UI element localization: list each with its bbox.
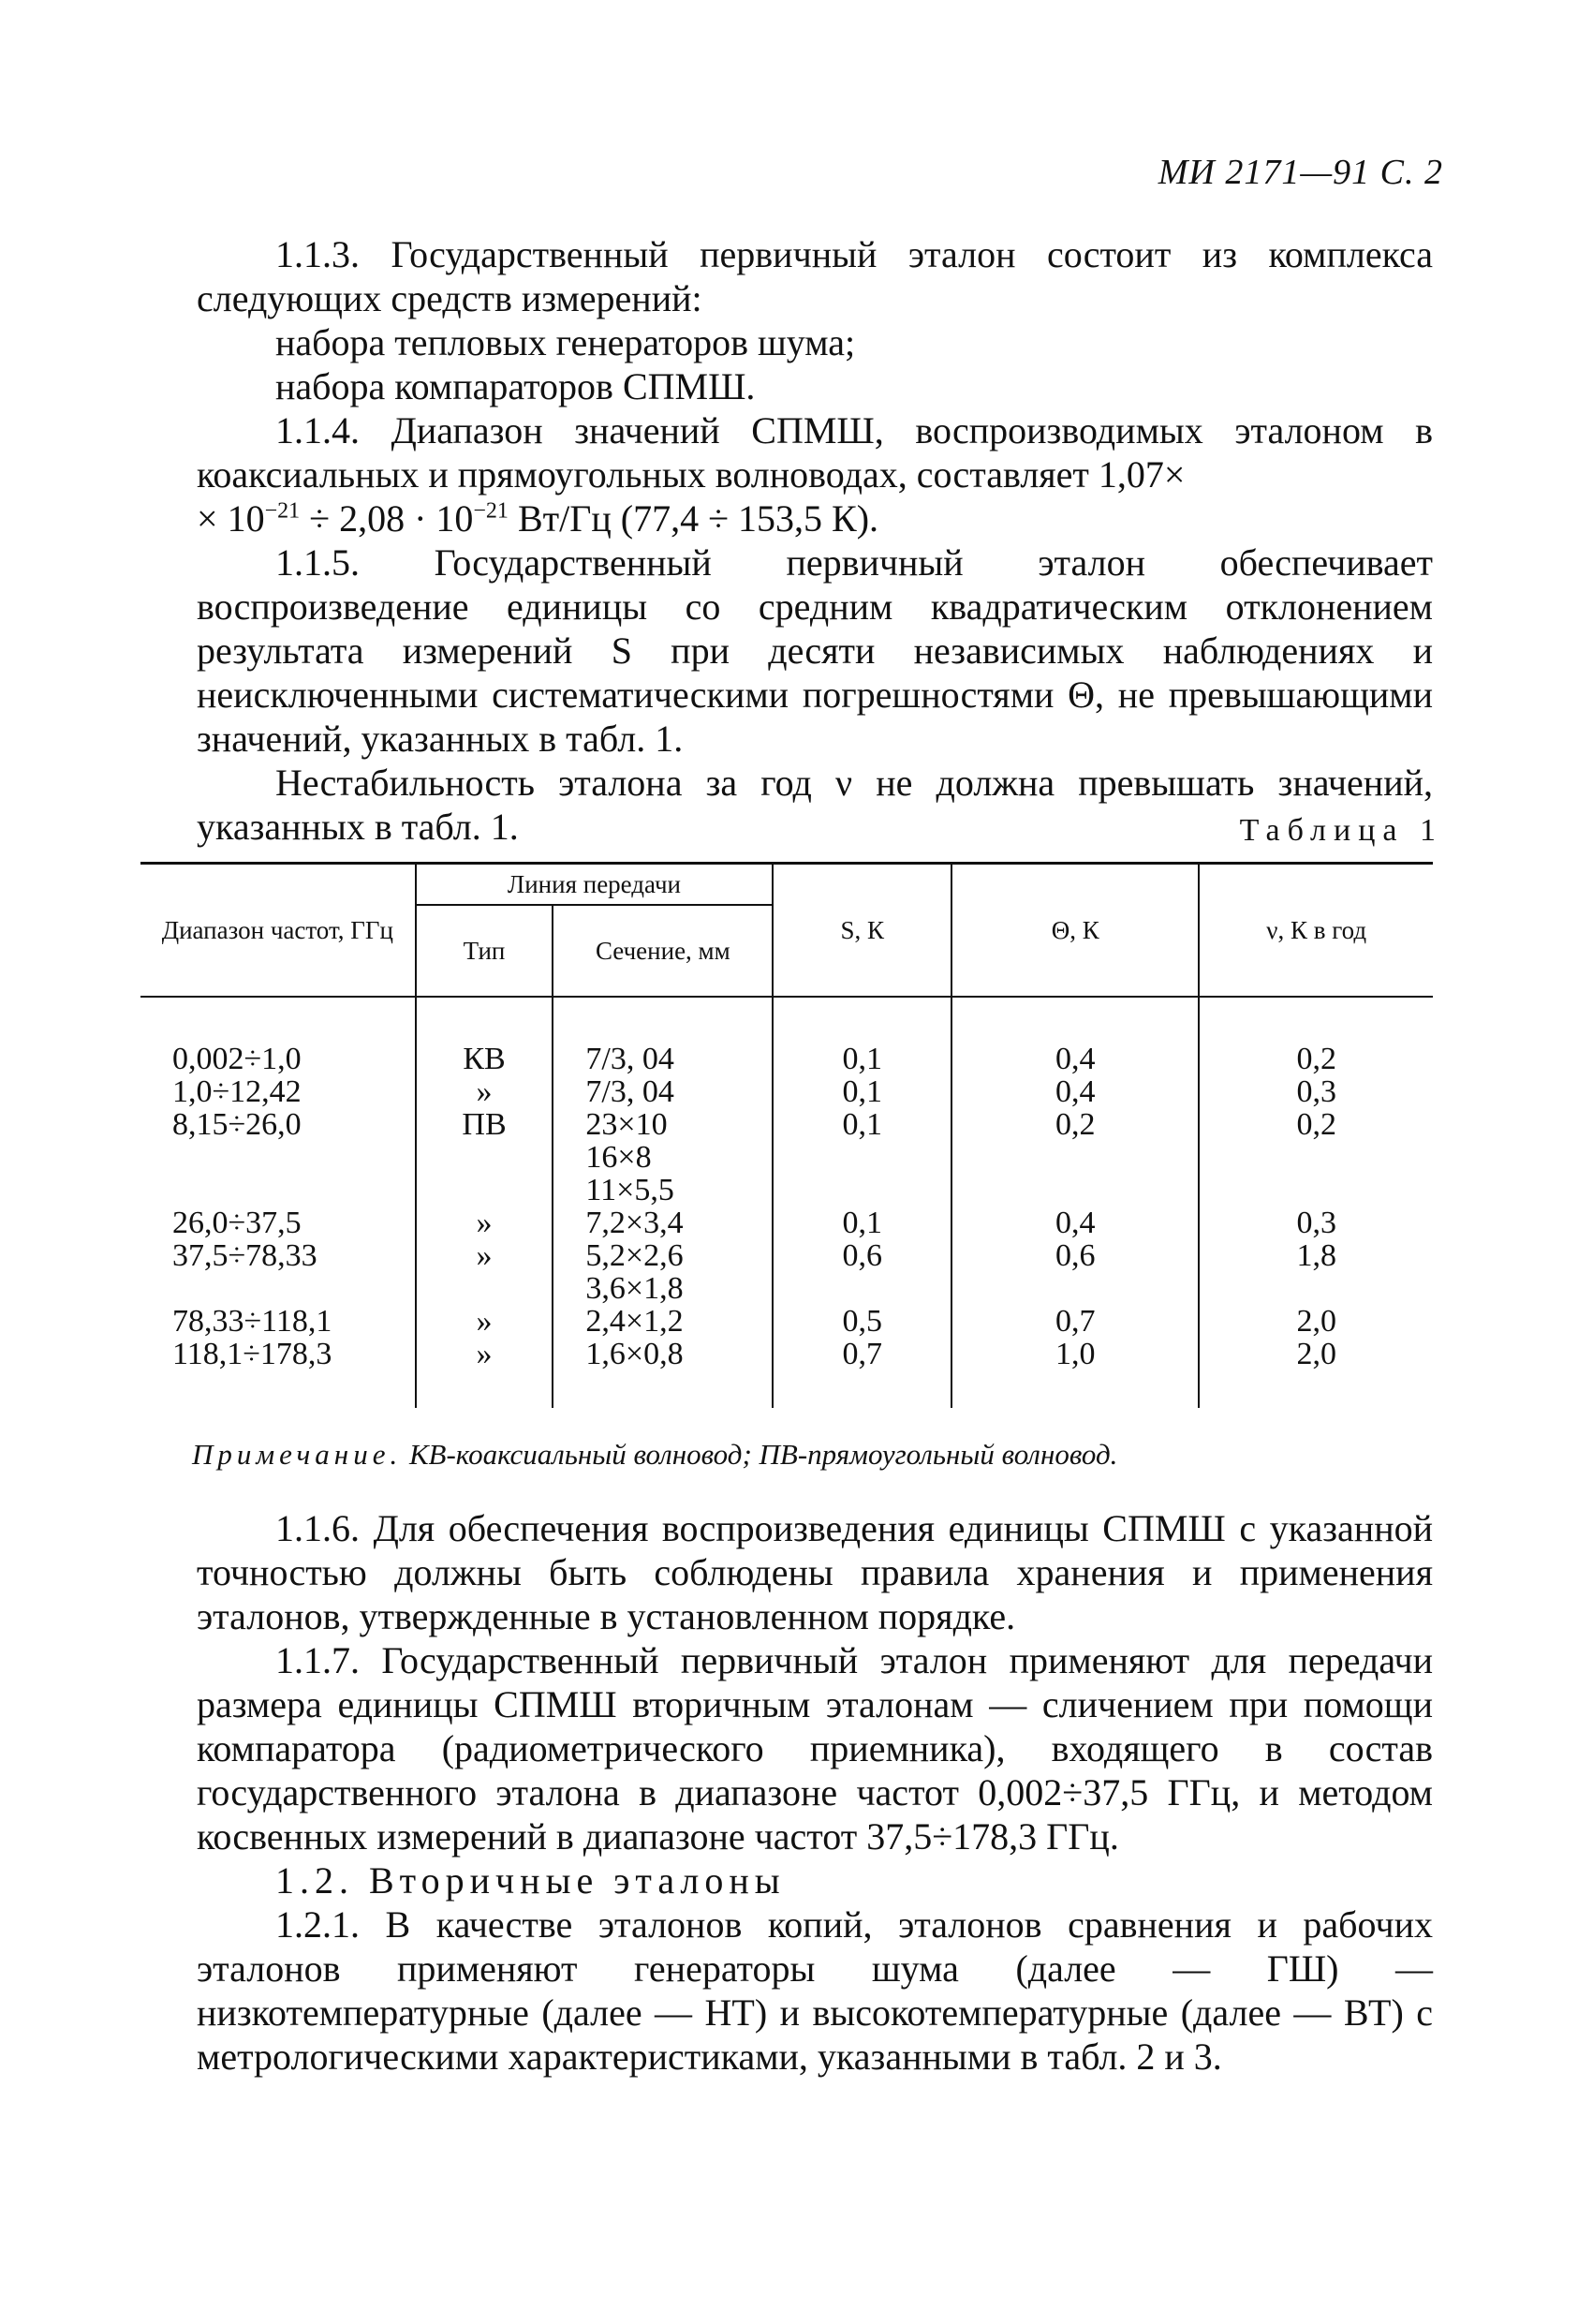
cell-range: 78,33÷118,1: [172, 1304, 332, 1339]
paragraph-1-1-7: 1.1.7. Государственный первичный эталон применяют для передачи размера единицы СПМШ вторичным эталонам — сличением при помощи компаратора (радиометрического приемника), входящего в состав государственного эталона в диапазоне частот 0,002÷37,5 ГГц, и методом косвенных измерений в диапазоне частот 37,5÷178,3 ГГц.: [197, 1639, 1433, 1858]
list-item-generators: набора тепловых генераторов шума;: [275, 321, 856, 363]
cell-range: 118,1÷178,3: [172, 1337, 332, 1371]
cell-nu: [1199, 1174, 1433, 1206]
table-caption: Таблица 1: [1239, 813, 1443, 848]
cell-type: [416, 1272, 553, 1305]
cell-range: [140, 1272, 416, 1305]
paragraph-1-1-4-text: 1.1.4. Диапазон значений СПМШ, воспроизводимых эталоном в коаксиальных и прямоугольных волноводах, составляет 1,07×: [197, 409, 1433, 496]
list-item-comparators: набора компараторов СПМШ.: [275, 365, 756, 407]
cell-section: 16×8: [553, 1141, 773, 1174]
cell-nu: 2,0: [1199, 1305, 1433, 1338]
formula-exp2: −21: [473, 498, 509, 524]
cell-type: »: [416, 1206, 553, 1239]
table-row: [140, 1108, 1433, 1141]
cell-theta: 0,4: [951, 1206, 1199, 1239]
cell-theta: 0,6: [951, 1239, 1199, 1272]
table-row: [140, 1272, 1433, 1305]
cell-section: 11×5,5: [553, 1174, 773, 1206]
table-row: [140, 1206, 1433, 1239]
cell-type: »: [416, 1305, 553, 1338]
top-text-block: [197, 232, 1433, 849]
header-section: Сечение, мм: [553, 905, 773, 997]
cell-nu: 0,2: [1199, 1108, 1433, 1141]
paragraph-1-1-6: 1.1.6. Для обеспечения воспроизведения единицы СПМШ с указанной точностью должны быть соблюдены правила хранения и применения эталонов, утвержденные в установленном порядке.: [197, 1507, 1433, 1637]
cell-nu: 0,3: [1199, 1206, 1433, 1239]
cell-theta: 0,4: [951, 997, 1199, 1075]
header-theta: Θ, К: [951, 864, 1199, 998]
formula-mant1: 10: [227, 497, 265, 540]
paragraph-1-1-3: 1.1.3. Государственный первичный эталон состоит из комплекса следующих средств измерений:: [197, 233, 1433, 319]
cell-range: 8,15÷26,0: [172, 1107, 302, 1142]
cell-range: 37,5÷78,33: [172, 1238, 317, 1273]
formula-div: ÷: [309, 497, 331, 540]
cell-theta: 1,0: [951, 1338, 1199, 1408]
cell-type: »: [416, 1239, 553, 1272]
header-nu: ν, К в год: [1199, 864, 1433, 998]
note-text: КВ-коаксиальный волновод; ПВ-прямоугольный волновод.: [408, 1438, 1118, 1471]
bottom-text-block: [197, 1506, 1433, 2079]
header-type: Тип: [416, 905, 553, 997]
cell-s: 0,1: [773, 1075, 951, 1108]
cell-s: [773, 1272, 951, 1305]
cell-theta: [951, 1174, 1199, 1206]
cell-s: 0,1: [773, 997, 951, 1075]
cell-theta: 0,7: [951, 1305, 1199, 1338]
formula-exp1: −21: [264, 498, 301, 524]
cell-section: 7,2×3,4: [553, 1206, 773, 1239]
cell-nu: 0,2: [1199, 997, 1433, 1075]
note-label: Примечание.: [192, 1438, 403, 1471]
cell-range: [140, 1174, 416, 1206]
cell-theta: 0,2: [951, 1108, 1199, 1141]
cell-section: 23×10: [553, 1108, 773, 1141]
cell-type: [416, 1141, 553, 1174]
cell-section: 7/3, 04: [553, 997, 773, 1075]
cell-s: [773, 1174, 951, 1206]
cell-s: 0,1: [773, 1206, 951, 1239]
paragraph-1-1-4: [197, 408, 1433, 540]
cell-nu: [1199, 1141, 1433, 1174]
cell-s: [773, 1141, 951, 1174]
cell-nu: 0,3: [1199, 1075, 1433, 1108]
header-range: Диапазон частот, ГГц: [140, 864, 416, 998]
formula-times: ×: [197, 497, 218, 540]
table-row: [140, 1305, 1433, 1338]
table-row: [140, 1174, 1433, 1206]
table-row: [140, 1338, 1433, 1408]
cell-range: [140, 1141, 416, 1174]
section-heading-1-2: 1.2. Вторичные эталоны: [275, 1859, 786, 1902]
table-row: [140, 997, 1433, 1075]
table-row: [140, 1239, 1433, 1272]
cell-range: 1,0÷12,42: [172, 1074, 302, 1109]
cell-section: 7/3, 04: [553, 1075, 773, 1108]
cell-s: 0,5: [773, 1305, 951, 1338]
formula-mid: 2,08 · 10: [339, 497, 474, 540]
cell-nu: [1199, 1272, 1433, 1305]
cell-s: 0,6: [773, 1239, 951, 1272]
standards-table: [140, 862, 1433, 1408]
paragraph-1-2-1: 1.2.1. В качестве эталонов копий, эталонов сравнения и рабочих эталонов применяют генераторы шума (далее — ГШ) — низкотемпературные (далее — НТ) и высокотемпературные (далее — ВТ) с метрологическими характеристиками, указанными в табл. 2 и 3.: [197, 1903, 1433, 2078]
paragraph-instability: Нестабильность эталона за год ν не должна превышать значений, указанных в табл. 1.: [197, 762, 1433, 848]
paragraph-1-1-5: 1.1.5. Государственный первичный эталон обеспечивает воспроизведение единицы со средним квадратическим отклонением результата измерений S при десяти независимых наблюдениях и неисключенными систематическими погрешностями Θ, не превышающими значений, указанных в табл. 1.: [197, 541, 1433, 760]
cell-section: 2,4×1,2: [553, 1305, 773, 1338]
cell-theta: [951, 1141, 1199, 1174]
page-header: МИ 2171—91 С. 2: [1158, 153, 1443, 192]
table-note: [192, 1438, 1447, 1472]
cell-s: 0,1: [773, 1108, 951, 1141]
cell-range: 26,0÷37,5: [172, 1206, 302, 1240]
cell-section: 1,6×0,8: [553, 1338, 773, 1408]
cell-nu: 2,0: [1199, 1338, 1433, 1408]
cell-section: 3,6×1,8: [553, 1272, 773, 1305]
cell-type: КВ: [416, 997, 553, 1075]
cell-theta: 0,4: [951, 1075, 1199, 1108]
cell-nu: 1,8: [1199, 1239, 1433, 1272]
cell-type: [416, 1174, 553, 1206]
header-s: S, К: [773, 864, 951, 998]
cell-type: »: [416, 1075, 553, 1108]
header-line-group: Линия передачи: [416, 864, 774, 906]
formula-tail: Вт/Гц (77,4 ÷ 153,5 К).: [517, 497, 879, 540]
cell-type: ПВ: [416, 1108, 553, 1141]
cell-theta: [951, 1272, 1199, 1305]
cell-section: 5,2×2,6: [553, 1239, 773, 1272]
table-row: [140, 1075, 1433, 1108]
cell-range: 0,002÷1,0: [172, 1042, 302, 1076]
cell-s: 0,7: [773, 1338, 951, 1408]
cell-type: »: [416, 1338, 553, 1408]
table-row: [140, 1141, 1433, 1174]
